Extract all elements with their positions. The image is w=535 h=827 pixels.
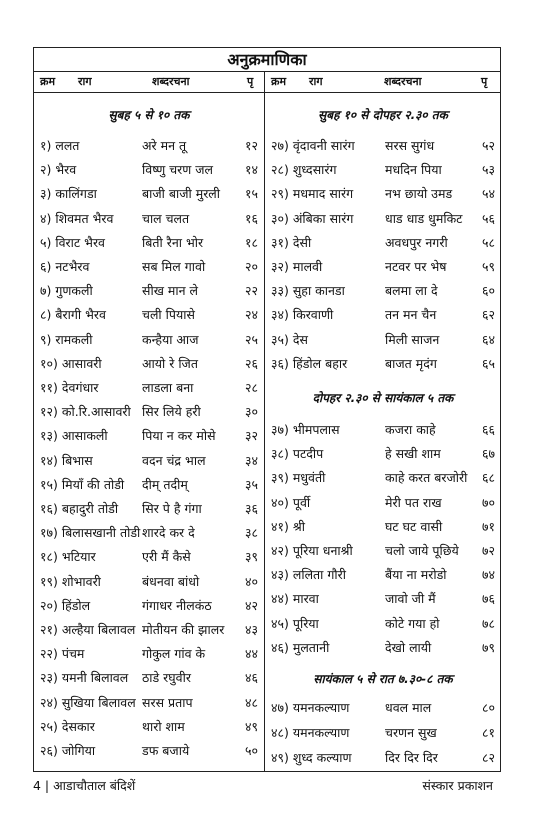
list-item [265, 255, 501, 279]
page-number: ६७ [481, 446, 495, 462]
list-item [34, 424, 264, 448]
section-title: सायंकाल ५ से रात ७.३०-८ तक [313, 672, 453, 686]
bandish-text: बाजत मृदंग [385, 355, 437, 371]
bandish-text: देखो लायी [385, 639, 432, 655]
raga-name: ३७) भीमपलास [271, 422, 340, 437]
raga-name: ३०) अंबिका सारंग [271, 210, 354, 226]
list-item [265, 587, 501, 611]
list-item [34, 207, 264, 231]
list-item [34, 303, 264, 327]
bandish-text: हे सखी शाम [385, 446, 441, 462]
bandish-text: गंगाधर नीलकंठ [142, 597, 212, 613]
list-item [34, 255, 264, 279]
page-number: १६ [244, 210, 258, 226]
list-item [34, 352, 264, 376]
raga-name: १५) मियाँ की तोडी [40, 476, 125, 492]
list-item [265, 134, 501, 158]
raga-name: १०) आसावरी [40, 355, 102, 371]
footer-book-title: 4 | आडाचौताल बंदिशें [33, 778, 136, 793]
list-item [34, 691, 264, 715]
raga-name: १२) को.रि.आसावरी [40, 404, 131, 420]
raga-name: २२) पंचम [40, 646, 85, 662]
page-number: ३९ [244, 549, 258, 565]
raga-name: २६) जोगिया [40, 743, 96, 758]
raga-name: १) ललत [40, 138, 80, 153]
raga-name: २३) यमनी बिलावल [40, 670, 129, 686]
bandish-text: बिती रैना भोर [142, 234, 204, 250]
bandish-text: बैंया ना मरोडो [385, 567, 447, 583]
list-item [34, 666, 264, 690]
bandish-text: एरी मैं कैसे [142, 549, 191, 565]
header-kram: क्रम [40, 75, 56, 88]
list-item [34, 449, 264, 473]
section-title: सुबह १० से दोपहर २.३० तक [318, 108, 448, 122]
header-raag: राग [78, 75, 92, 88]
raga-name: २) भैरव [40, 162, 77, 178]
page-number: ३४ [244, 452, 258, 468]
page-number: ८२ [481, 750, 495, 765]
page-number: ६४ [481, 331, 495, 347]
page-number: ६६ [481, 422, 495, 437]
raga-name: ३८) पटदीप [271, 446, 324, 462]
bandish-text: विष्णु चरण जल [142, 162, 214, 178]
list-item [265, 303, 501, 327]
page-number: १४ [244, 162, 258, 178]
raga-name: ३५) देस [271, 331, 308, 347]
page-number: ८१ [481, 725, 495, 740]
raga-name: ९) रामकली [40, 331, 93, 347]
page-number: १२ [244, 138, 258, 153]
list-item [34, 473, 264, 497]
raga-name: ८) बैरागी भैरव [40, 307, 106, 323]
raga-name: ४२) पूरिया धनाश्री [271, 543, 353, 558]
raga-name: ३९) मधुवंती [271, 470, 326, 486]
list-item [265, 563, 501, 587]
page-number: २८ [244, 380, 258, 395]
section-title: दोपहर २.३० से सायंकाल ५ तक [312, 391, 454, 405]
bandish-text: कन्हैया आज [142, 331, 199, 347]
list-item [34, 497, 264, 521]
raga-name: १९) शोभावरी [40, 573, 101, 589]
list-item [34, 594, 264, 618]
list-item [265, 746, 501, 770]
raga-name: ४०) पूर्वी [271, 494, 311, 510]
page-number: ५९ [481, 259, 495, 274]
list-item [34, 642, 264, 666]
page-number: ५६ [481, 210, 495, 226]
page-number: ३५ [244, 476, 258, 492]
raga-name: २४) सुखिया बिलावल [40, 694, 136, 710]
list-item [265, 418, 501, 442]
list-item [34, 231, 264, 255]
list-item [34, 376, 264, 400]
raga-name: १४) बिभास [40, 452, 93, 468]
bandish-text: धवल माल [385, 700, 432, 715]
raga-name: २९) मधमाद सारंग [271, 186, 354, 202]
raga-name: ४७) यमनकल्याण [271, 700, 350, 715]
page-number: ४८ [244, 694, 258, 710]
bandish-text: चली पियासे [142, 307, 195, 323]
page-number: ३२ [244, 428, 258, 444]
raga-name: ४१) श्री [271, 518, 305, 534]
bandish-text: शारदे कर दे [142, 525, 195, 541]
bandish-text: कजरा काहे [385, 422, 436, 437]
raga-name: ६) नटभैरव [40, 259, 90, 274]
table-header-row [34, 71, 500, 93]
raga-name: ३६) हिंडोल बहार [271, 355, 348, 371]
page-number: २५ [244, 331, 258, 347]
list-item [34, 182, 264, 206]
list-item [265, 207, 501, 231]
list-item [34, 400, 264, 424]
page-number: ३० [244, 404, 258, 420]
page-number: १८ [244, 234, 258, 250]
page-number: २४ [244, 307, 258, 323]
raga-name: ३३) सुहा कानडा [271, 283, 345, 299]
page-number: २२ [244, 283, 258, 299]
list-item [265, 182, 501, 206]
bandish-text: गोकुल गांव के [142, 646, 206, 662]
page-number: ५८ [481, 234, 495, 250]
bandish-text: ठाडे रघुवीर [142, 670, 191, 686]
page-number: ४६ [244, 670, 258, 686]
page-number: ५३ [481, 162, 495, 178]
raga-name: ३४) किरवाणी [271, 307, 334, 323]
page-number: २० [244, 259, 258, 274]
bandish-text: कोटे गया हो [385, 615, 440, 631]
bandish-text: काहे करत बरजोरी [385, 470, 468, 486]
bandish-text: सिर लिये हरी [142, 404, 201, 420]
bandish-text: पिया न कर मोसे [142, 428, 216, 444]
page-number: ५४ [481, 186, 495, 202]
page-number: ८० [481, 700, 495, 715]
page-number: १५ [244, 186, 258, 202]
raga-name: ४५) पूरिया [271, 615, 319, 631]
bandish-text: जावो जी मैं [385, 591, 436, 607]
raga-name: ११) देवगंधार [40, 380, 99, 395]
list-item [34, 158, 264, 182]
raga-name: ५) विराट भैरव [40, 234, 106, 250]
page-footer [33, 775, 501, 797]
bandish-text: तन मन चैन [385, 307, 437, 323]
left-column [34, 92, 264, 772]
page-number: ३६ [244, 501, 258, 516]
section-title: सुबह ५ से १० तक [108, 108, 190, 122]
page-title: अनुक्रमाणिका [34, 48, 500, 72]
bandish-text: चाल चलत [142, 210, 190, 226]
raga-name: ४६) मुलतानी [271, 639, 330, 655]
header-raag: राग [309, 75, 323, 88]
raga-name: ४) शिवमत भैरव [40, 210, 114, 226]
bandish-text: डफ बजाये [142, 743, 190, 758]
bandish-text: सरस प्रताप [142, 694, 193, 710]
list-item [265, 612, 501, 636]
raga-name: ४४) मारवा [271, 591, 319, 607]
bandish-text: अवधपुर नगरी [385, 234, 448, 250]
page-number: ६२ [481, 307, 495, 323]
list-item [265, 442, 501, 466]
bandish-text: बलमा ला दे [385, 283, 438, 299]
page-number: ४२ [244, 597, 258, 613]
list-item [265, 721, 501, 745]
bandish-text: सब मिल गावो [142, 259, 206, 274]
page-number: ७८ [481, 615, 495, 631]
list-item [265, 158, 501, 182]
raga-name: ४३) ललिता गौरी [271, 567, 346, 583]
bandish-text: लाडला बना [142, 380, 194, 395]
raga-name: २५) देसकार [40, 718, 95, 734]
bandish-text: सीख मान ले [142, 283, 198, 299]
header-shabdrachna: शब्दरचना [152, 75, 190, 88]
bandish-text: अरे मन तू [142, 138, 187, 153]
raga-name: १८) भटियार [40, 549, 96, 565]
page-number: ३८ [244, 525, 258, 541]
list-item [34, 328, 264, 352]
header-shabdrachna: शब्दरचना [384, 75, 422, 88]
list-item [265, 696, 501, 720]
list-item [34, 715, 264, 739]
raga-name: १६) बहादुरी तोडी [40, 501, 119, 516]
list-item [265, 231, 501, 255]
page-number: ६८ [481, 470, 495, 486]
page-number: ४९ [244, 718, 258, 734]
bandish-text: मिली साजन [385, 331, 440, 347]
list-item [265, 466, 501, 490]
list-item [34, 134, 264, 158]
bandish-text: मेरी पत राख [385, 494, 442, 510]
list-item [265, 352, 501, 376]
list-item [34, 618, 264, 642]
raga-name: ३१) देसी [271, 234, 312, 250]
raga-name: ३२) मालवी [271, 259, 323, 274]
bandish-text: चलो जाये पूछिये [385, 543, 459, 558]
bandish-text: दिर दिर दिर [385, 750, 438, 765]
raga-name: २०) हिंडोल [40, 597, 91, 613]
bandish-text: धाड धाड धुमकिट [385, 210, 463, 226]
page-number: ६५ [481, 355, 495, 371]
page-number: ४० [244, 573, 258, 589]
page-number: ५० [244, 743, 258, 758]
list-item [34, 739, 264, 763]
raga-name: २८) शुध्दसारंग [271, 162, 337, 178]
bandish-text: मधदिन पिया [385, 162, 442, 178]
list-item [265, 636, 501, 660]
bandish-text: नभ छायो उमड [385, 186, 453, 202]
bandish-text: चरणन सुख [385, 725, 437, 740]
list-item [34, 570, 264, 594]
header-prishth: पृ [247, 75, 254, 88]
list-item [34, 521, 264, 545]
raga-name: २१) अल्हैया बिलावल [40, 622, 136, 637]
bandish-text: घट घट वासी [385, 518, 443, 534]
bandish-text: आयो रे जित [142, 355, 198, 371]
page-number: ७४ [481, 567, 495, 583]
raga-name: ४८) यमनकल्याण [271, 725, 350, 740]
bandish-text: नटवर पर भेष [385, 259, 447, 274]
raga-name: १३) आसाकली [40, 428, 108, 444]
page-number: ७२ [481, 543, 495, 558]
page-number: ७१ [481, 518, 495, 534]
list-item [265, 491, 501, 515]
bandish-text: बंधनवा बांधो [142, 573, 200, 589]
list-item [265, 539, 501, 563]
header-prishth: पृ [481, 75, 488, 88]
page-number: ६० [481, 283, 495, 299]
page-number: ७० [481, 494, 495, 510]
list-item [34, 279, 264, 303]
page-number: ४३ [244, 622, 258, 637]
bandish-text: बाजी बाजी मुरली [142, 186, 221, 202]
list-item [265, 515, 501, 539]
bandish-text: थारो शाम [142, 718, 185, 734]
raga-name: ३) कालिंगडा [40, 186, 97, 202]
page-number: ४४ [244, 646, 258, 662]
raga-name: ४९) शुध्द कल्याण [271, 750, 352, 765]
page-number: ७९ [481, 639, 495, 655]
page-number: ७६ [481, 591, 495, 607]
list-item [265, 279, 501, 303]
page-number: ५२ [481, 138, 495, 153]
raga-name: १७) बिलासखानी तोडी [40, 525, 141, 541]
raga-name: २७) वृंदावनी सारंग [271, 138, 355, 153]
footer-publisher: संस्कार प्रकाशन [422, 778, 493, 793]
header-kram: क्रम [271, 75, 287, 88]
bandish-text: मोतीयन की झालर [142, 622, 225, 637]
bandish-text: सरस सुगंध [385, 138, 435, 153]
right-column [265, 92, 501, 772]
index-table [33, 47, 501, 772]
bandish-text: सिर पे है गंगा [142, 501, 202, 516]
list-item [265, 328, 501, 352]
list-item [34, 545, 264, 569]
bandish-text: वदन चंद्र भाल [142, 452, 206, 468]
page-number: २६ [244, 355, 258, 371]
raga-name: ७) गुणकली [40, 283, 93, 299]
bandish-text: दीम् तदीम् [142, 476, 188, 492]
